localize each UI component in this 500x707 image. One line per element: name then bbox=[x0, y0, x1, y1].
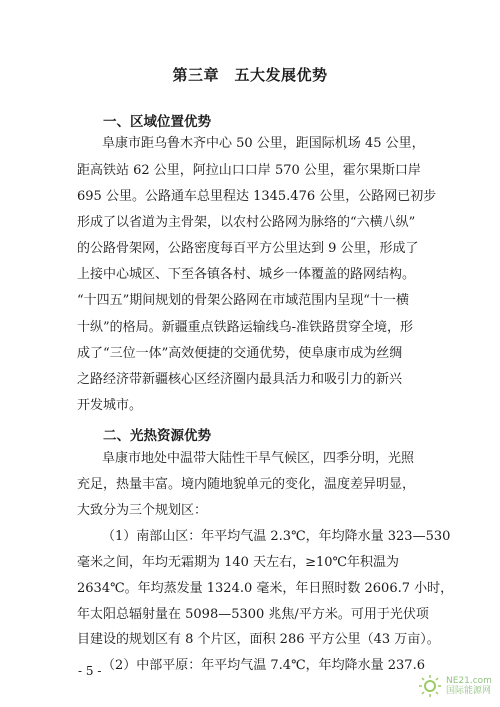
paragraph-line: 2634℃。年均蒸发量 1324.0 毫米，年日照时数 2606.7 小时， bbox=[77, 581, 454, 596]
paragraph-line: 695 公里。公路通车总里程达 1345.476 公里，公路网已初步 bbox=[77, 189, 437, 204]
watermark-line-2: 国际能源网 bbox=[446, 686, 492, 696]
paragraph-line: 的公路骨架网，公路密度每百平方公里达到 9 公里，形成了 bbox=[77, 241, 419, 256]
paragraph-line: 形成了以省道为主骨架，以农村公路网为脉络的“六横八纵” bbox=[77, 215, 416, 230]
paragraph-line: 充足，热量丰富。境内随地貌单元的变化，温度差异明显， bbox=[77, 477, 416, 492]
page-number: - 5 - bbox=[78, 664, 102, 678]
watermark-text bbox=[446, 676, 492, 696]
paragraph-line: 距高铁站 62 公里，阿拉山口口岸 570 公里，霍尔果斯口岸 bbox=[77, 163, 421, 178]
paragraph-line: “十四五”期间规划的骨架公路网在市域范围内呈现“十一横 bbox=[77, 293, 409, 308]
section-heading-solar-thermal: 二、光热资源优势 bbox=[103, 428, 211, 444]
paragraph-line: （2）中部平原：年平均气温 7.4℃，年均降水量 237.6 bbox=[102, 658, 425, 673]
chapter-title: 第三章 五大发展优势 bbox=[172, 66, 328, 84]
watermark-line-1: NE21.com bbox=[446, 676, 492, 686]
sun-logo-icon bbox=[418, 674, 442, 698]
paragraph-line: 目建设的规划区有 8 个片区，面积 286 平方公里（43 万亩）。 bbox=[77, 632, 440, 647]
site-watermark bbox=[418, 671, 492, 701]
paragraph-line: 阜康市地处中温带大陆性干旱气候区，四季分明，光照 bbox=[102, 451, 415, 466]
paragraph-line: （1）南部山区：年平均气温 2.3℃，年均降水量 323—530 bbox=[102, 529, 451, 544]
paragraph-line: 成了“三位一体”高效便捷的交通优势，使阜康市成为丝绸 bbox=[77, 346, 403, 361]
paragraph-line: 十纵”的格局。新疆重点铁路运输线乌-准铁路贯穿全境，形 bbox=[77, 320, 414, 335]
paragraph-line: 毫米之间，年均无霜期为 140 天左右，≥10℃年积温为 bbox=[77, 555, 400, 570]
paragraph-line: 年太阳总辐射量在 5098—5300 兆焦/平方米。可用于光伏项 bbox=[77, 607, 429, 622]
paragraph-line: 开发城市。 bbox=[77, 398, 143, 413]
paragraph-line: 大致分为三个规划区： bbox=[77, 503, 208, 518]
section-heading-location: 一、区域位置优势 bbox=[103, 114, 211, 130]
paragraph-line: 上接中心城区、下至各镇各村、城乡一体覆盖的路网结构。 bbox=[77, 267, 416, 282]
paragraph-line: 之路经济带新疆核心区经济圈内最具活力和吸引力的新兴 bbox=[77, 372, 403, 387]
paragraph-line: 阜康市距乌鲁木齐中心 50 公里，距国际机场 45 公里， bbox=[102, 136, 425, 151]
